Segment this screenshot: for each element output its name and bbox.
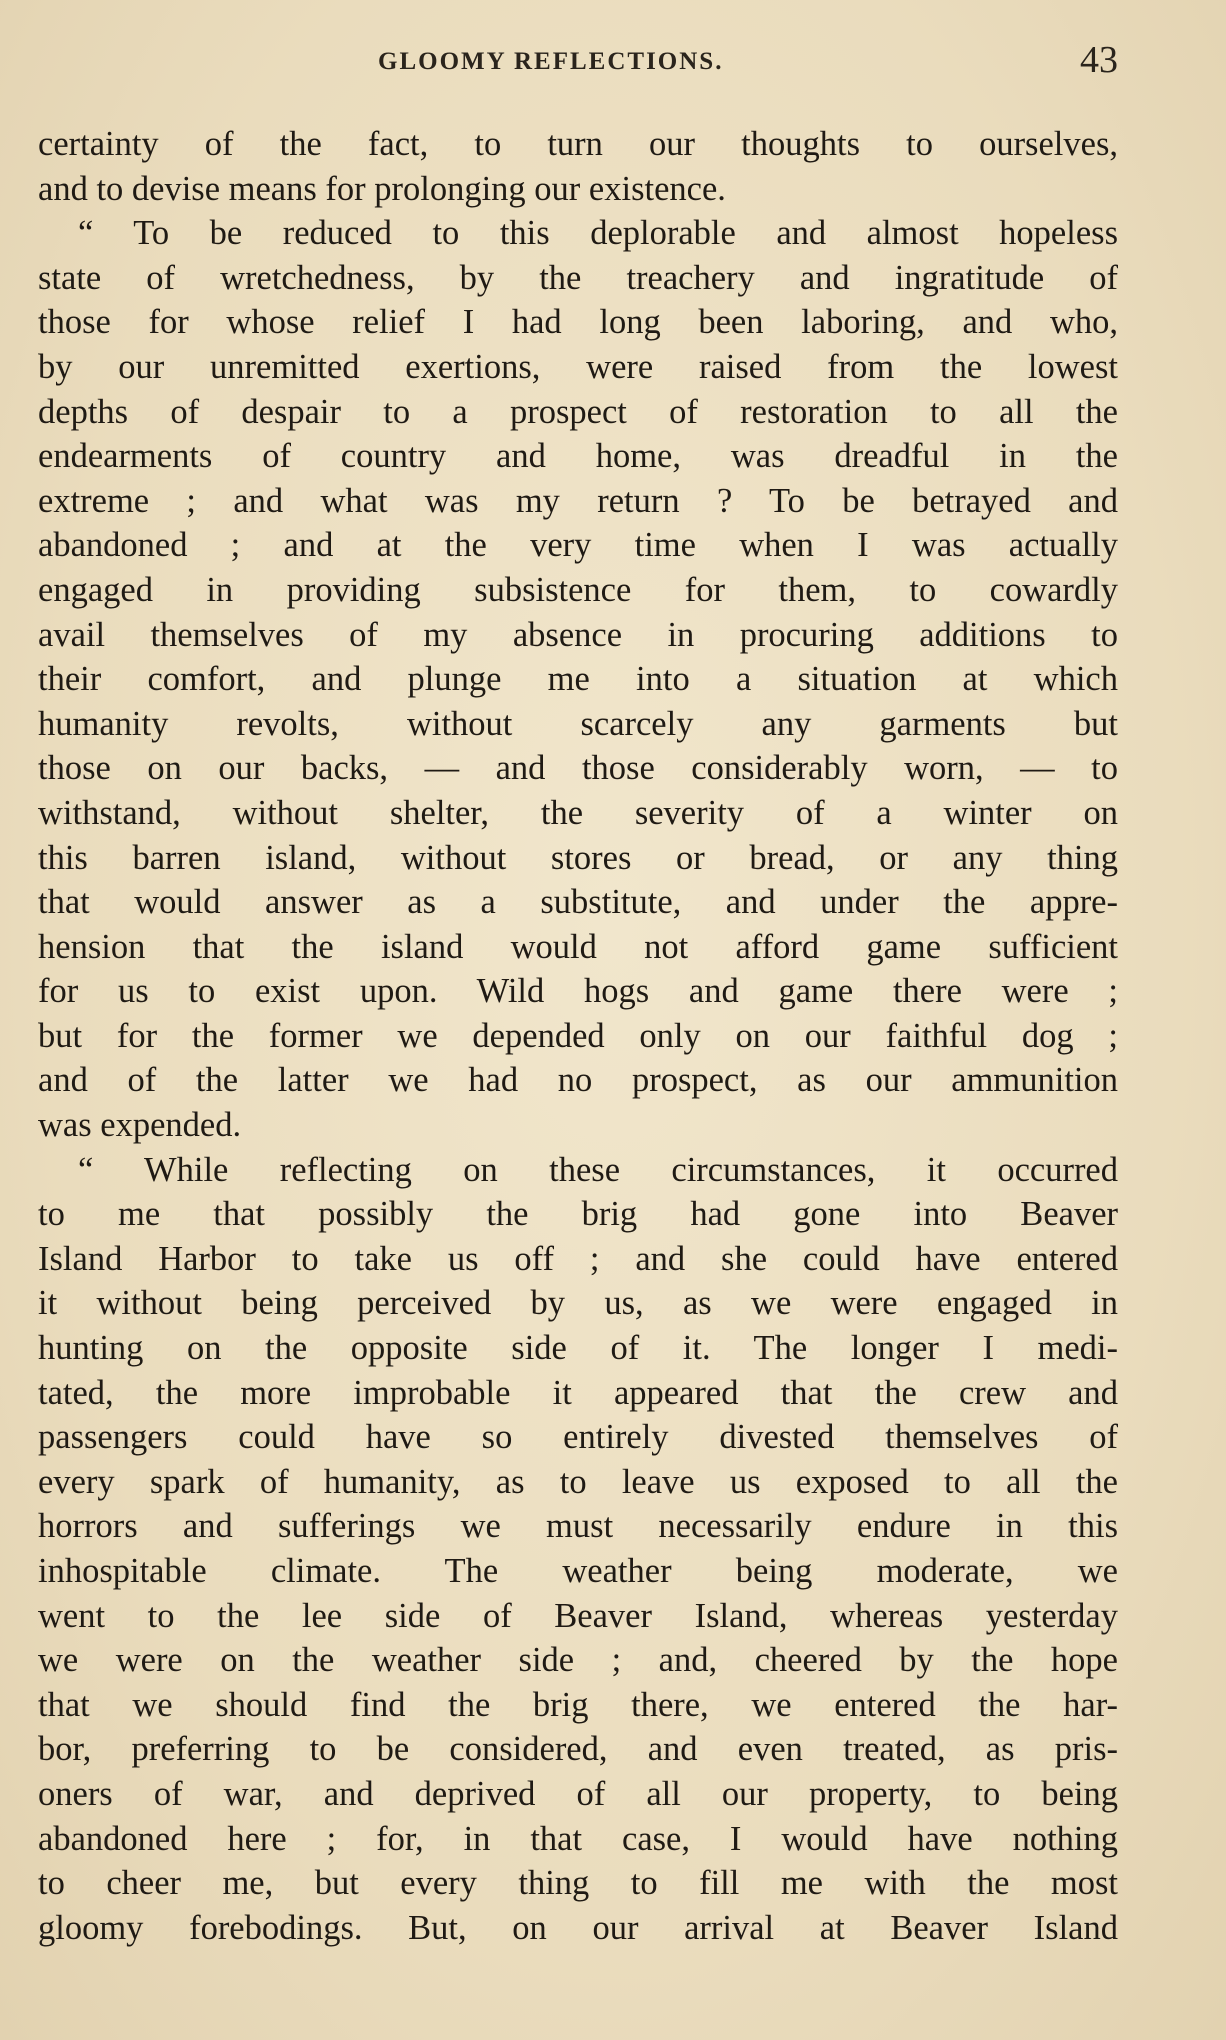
text-line: engaged in providing subsistence for them, to cowardly <box>38 570 1118 609</box>
page-header <box>38 38 1118 88</box>
text-line: Island Harbor to take us off ; and she could have entered <box>38 1239 1118 1278</box>
text-line: and of the latter we had no prospect, as our ammunition <box>38 1061 1118 1100</box>
text-line: but for the former we depended only on our faithful dog ; <box>38 1016 1118 1055</box>
text-line: abandoned ; and at the very time when I was actually <box>38 526 1118 565</box>
text-line: to cheer me, but every thing to fill me with the most <box>38 1864 1118 1903</box>
text-line: for us to exist upon. Wild hogs and game there were ; <box>38 972 1118 1011</box>
text-line: hension that the island would not afford game sufficient <box>38 927 1118 966</box>
text-line: it without being perceived by us, as we were engaged in <box>38 1284 1118 1323</box>
text-line: that would answer as a substitute, and under the appre- <box>38 883 1118 922</box>
text-line: inhospitable climate. The weather being moderate, we <box>38 1552 1118 1590</box>
text-line: those on our backs, — and those considerably worn, — to <box>38 749 1118 788</box>
text-line: abandoned here ; for, in that case, I would have nothing <box>38 1819 1118 1858</box>
text-line: and to devise means for prolonging our existence. <box>38 169 726 208</box>
text-line: horrors and sufferings we must necessarily endure in this <box>38 1507 1118 1546</box>
text-line: their comfort, and plunge me into a situation at which <box>38 660 1118 699</box>
text-line: gloomy forebodings. But, on our arrival at Beaver Island <box>38 1908 1118 1947</box>
page-number: 43 <box>1080 39 1118 81</box>
text-line: avail themselves of my absence in procuring additions to <box>38 615 1118 654</box>
text-line: to me that possibly the brig had gone into Beaver <box>38 1195 1118 1234</box>
text-line: humanity revolts, without scarcely any garments but <box>38 704 1118 743</box>
text-line: depths of despair to a prospect of restoration to all the <box>38 392 1118 431</box>
text-line: extreme ; and what was my return ? To be betrayed and <box>38 481 1118 520</box>
text-line: by our unremitted exertions, were raised from the lowest <box>38 347 1118 386</box>
body-text <box>38 122 1118 1950</box>
text-line: certainty of the fact, to turn our thoughts to ourselves, <box>38 125 1118 163</box>
text-line: tated, the more improbable it appeared that the crew and <box>38 1373 1118 1412</box>
text-line: bor, preferring to be considered, and even treated, as pris- <box>38 1730 1118 1769</box>
text-line: was expended. <box>38 1106 242 1145</box>
text-line: those for whose relief I had long been laboring, and who, <box>38 303 1118 342</box>
text-line: every spark of humanity, as to leave us exposed to all the <box>38 1462 1118 1501</box>
text-line: we were on the weather side ; and, cheered by the hope <box>38 1641 1118 1680</box>
text-line: went to the lee side of Beaver Island, whereas yesterday <box>38 1596 1118 1635</box>
text-line: withstand, without shelter, the severity of a winter on <box>38 793 1118 832</box>
text-line: passengers could have so entirely divested themselves of <box>38 1418 1118 1457</box>
text-line: oners of war, and deprived of all our property, to being <box>38 1774 1118 1813</box>
text-line: endearments of country and home, was dreadful in the <box>38 437 1118 476</box>
text-line: this barren island, without stores or bread, or any thing <box>38 838 1118 877</box>
text-line: that we should find the brig there, we entered the har- <box>38 1685 1118 1724</box>
paragraph-start-line: “ To be reduced to this deplorable and almost hopeless <box>78 214 1118 253</box>
text-line: state of wretchedness, by the treachery and ingratitude of <box>38 258 1118 297</box>
paragraph-start-line: “ While reflecting on these circumstances, it occurred <box>78 1150 1118 1189</box>
running-head: GLOOMY REFLECTIONS. <box>378 48 724 75</box>
text-line: hunting on the opposite side of it. The longer I medi- <box>38 1329 1118 1368</box>
